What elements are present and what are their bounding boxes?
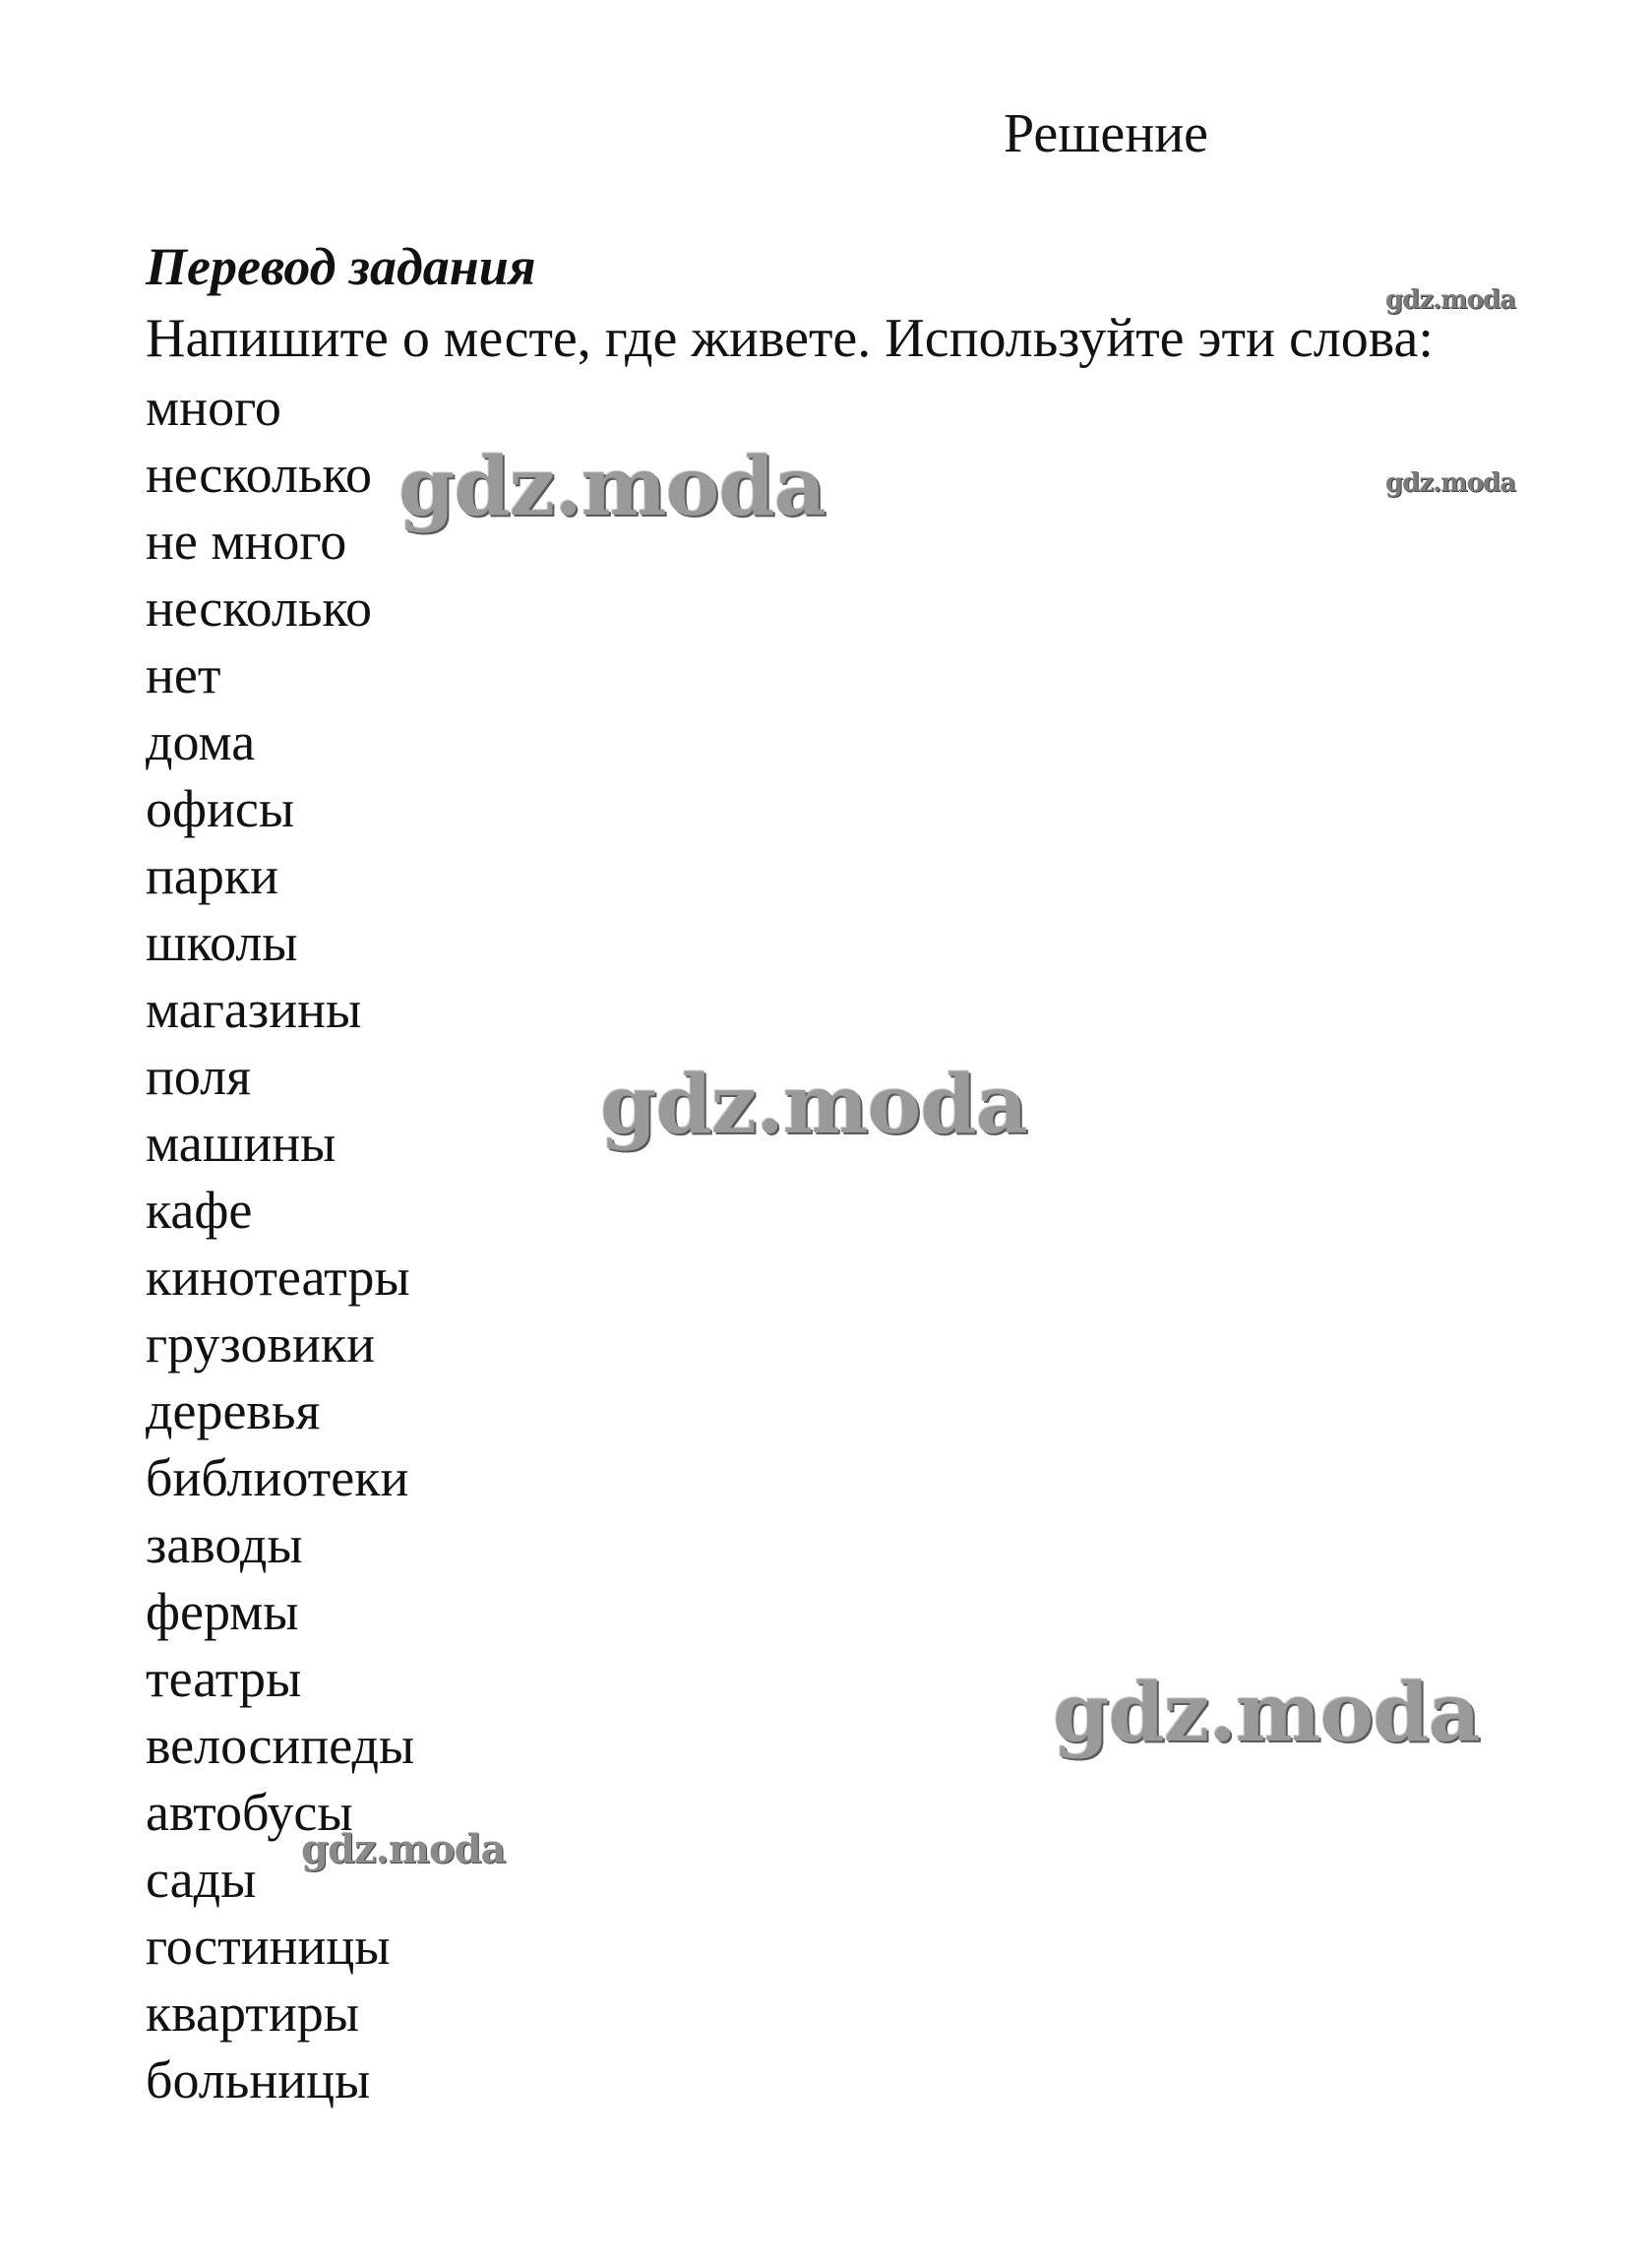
word-list-item: сады [146,1850,257,1909]
word-list-item: квартиры [146,1984,360,2043]
word-list-item: больницы [146,2050,371,2109]
word-list-item: парки [146,846,278,905]
word-list-item: кафе [146,1181,253,1240]
word-list-item: заводы [146,1515,303,1574]
word-list-item: несколько [146,579,373,638]
word-list-item: грузовики [146,1314,375,1374]
solution-heading: Решение [1004,103,1209,164]
word-list-item: деревья [146,1381,321,1440]
word-list-item: кинотеатры [146,1248,410,1307]
word-list-item: не много [146,512,347,571]
word-list-item: гостиницы [146,1917,391,1976]
word-list-item: школы [146,913,298,972]
word-list-item: библиотеки [146,1448,409,1507]
watermark: gdz.moda [1053,1666,1480,1760]
watermark: gdz.moda [301,1826,506,1872]
word-list-item: несколько [146,445,373,504]
word-list-item: магазины [146,980,362,1039]
word-list-item: велосипеды [146,1716,415,1775]
watermark: gdz.moda [1385,285,1516,315]
word-list-item: автобусы [146,1783,353,1842]
task-translation-heading: Перевод задания [146,237,536,296]
watermark: gdz.moda [398,440,826,534]
word-list-item: много [146,378,281,437]
watermark: gdz.moda [1385,468,1516,498]
word-list-item: поля [146,1047,251,1106]
word-list-item: нет [146,645,221,704]
word-list-item: театры [146,1649,302,1708]
word-list-item: фермы [146,1582,299,1641]
word-list-item: машины [146,1114,337,1173]
word-list-item: дома [146,712,256,771]
word-list-item: офисы [146,779,295,838]
watermark: gdz.moda [600,1058,1027,1152]
task-instruction: Напишите о месте, где живете. Используйте эти слова: [146,308,1434,369]
